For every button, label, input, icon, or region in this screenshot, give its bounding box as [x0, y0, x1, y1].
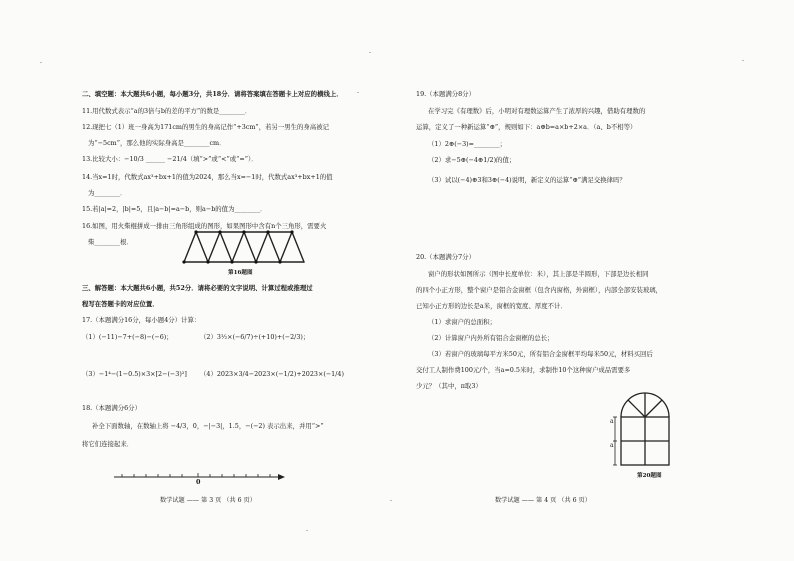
window-side-label-a-lower: a	[610, 442, 614, 449]
question-17-part2: （2）3½×(−6/7)÷(+10)+(−2/3)；	[200, 333, 310, 341]
scan-speck	[369, 52, 371, 53]
question-20-part3-line1: （3）若窗户的玻璃每平方米50元，所有铝合金窗框平均每米50元，材料买回后	[428, 350, 653, 358]
number-line-zero-label: 0	[196, 478, 201, 486]
right-page-footer: 数学试题 —— 第 4 页 （共 6 页）	[495, 497, 591, 504]
question-20-part3-line3: 少元？（其中，π取3）	[416, 382, 482, 390]
question-20-part3-line2: 交付工人制作费100元/个，当a=0.5米时，求制作10个这种窗户成品需要多	[416, 366, 631, 374]
question-19-part3: （3）试以(−4)⊕3和3⊕(−4)说明，新定义的运算“⊕”满足交换律吗？	[428, 176, 626, 184]
question-19-line1: 在学习完《有理数》后，小明对有理数运算产生了浓厚的兴趣，借助有理数的	[428, 107, 646, 115]
question-20-line1: 窗户的形状如图所示（图中长度单位：米），其上部是半圆形，下部是边长相同	[428, 270, 649, 278]
question-20-part1: （1）求窗户的总面积；	[428, 318, 496, 326]
question-18-line1: 补全下面数轴，在数轴上将 −4/3，0，−|−3|，1.5，−(−2) 表示出来，并用“>”	[92, 422, 324, 430]
question-20-line3: 已知小正方形的边长是a米，窗框的宽度、厚度不计．	[416, 302, 567, 310]
scan-speck	[390, 500, 392, 501]
question-16-line2: 柴________根．	[88, 238, 133, 246]
section2-header: 二、填空题：本大题共6小题，每小题3分，共18分．请将答案填在答题卡上对应的横线上．	[82, 90, 343, 98]
section3-header-line1: 三、解答题：本大题共6小题，共52分．请将必要的文字说明、计算过程或推理过	[82, 284, 313, 292]
scan-speck	[40, 62, 42, 63]
question-19-part1: （1）2⊕(−3)=________；	[428, 140, 506, 148]
left-page-footer: 数学试题 —— 第 3 页 （共 6 页）	[160, 497, 256, 504]
question-12-line1: 12.现把七（1）班一身高为171cm的男生的身高记作“+3cm”，若另一男生的身高被记	[82, 123, 329, 131]
question-16-line1: 16.如图，用火柴棍拼成一排由三角形组成的图形，如果图形中含有n个三角形，需要火	[82, 222, 327, 230]
question-19-line2: 运算，定义了一种新运算“⊕”，规则如下：a⊕b=a×b+2×a．（a、b不相等）	[416, 123, 637, 131]
question-17-part1: （1）(−11)−7+(−8)−(−6)；	[82, 333, 173, 341]
scan-speck	[742, 60, 744, 61]
question-13: 13.比较大小：−10/3 ______ −21/4（填“>”或“<”或“=”）．	[82, 155, 258, 163]
figure-16-caption: 第16题图	[228, 270, 253, 276]
question-20-part2: （2）计算窗户内外所有铝合金窗框的总长；	[428, 334, 554, 342]
window-figure	[605, 383, 685, 473]
question-18-header: 18.（本题满分6分）	[82, 404, 141, 412]
figure-20-caption: 第20题图	[637, 473, 662, 479]
question-14-line2: 为________．	[88, 189, 127, 197]
matchstick-figure	[180, 228, 315, 266]
question-17-part4: （4）2023×3/4−2023×(−1/2)+2023×(−1/4)	[200, 370, 344, 378]
question-12-line2: 为“−5cm”，那么他的实际身高是________cm．	[88, 139, 226, 147]
window-side-label-a-upper: a	[610, 418, 614, 425]
number-line	[110, 462, 290, 492]
scan-speck	[306, 530, 308, 531]
section3-header-line2: 程写在答题卡的对应位置．	[82, 300, 159, 308]
question-11: 11.用代数式表示“a的3倍与b的差的平方”的数是________．	[82, 107, 252, 115]
question-20-line2: 的四个小正方形，整个窗户是铝合金窗框（包含内窗格，外窗框），内部全部安装玻璃，	[416, 286, 663, 294]
question-14-line1: 14.当x=1时，代数式ax³+bx+1的值为2024，那么当x=−1时，代数式ax³+bx+1的值	[82, 173, 333, 181]
right-page	[397, 0, 794, 561]
question-18-line2: 将它们连接起来．	[82, 440, 134, 448]
question-17-header: 17.（本题满分16分，每小题4分）计算：	[82, 316, 201, 324]
question-15: 15.若|a|=2，|b|=5，且|a−b|=a−b，则a−b的值为________．	[82, 205, 267, 213]
scan-speck	[357, 92, 359, 93]
question-19-header: 19.（本题满分8分）	[416, 90, 475, 98]
question-19-part2: （2）求−5⊕(−4⊕1/2)的值；	[428, 156, 516, 164]
question-20-header: 20.（本题满分7分）	[416, 253, 475, 261]
question-17-part3: （3）−1⁴−(1−0.5)×3×[2−(−3)²]	[82, 370, 187, 378]
